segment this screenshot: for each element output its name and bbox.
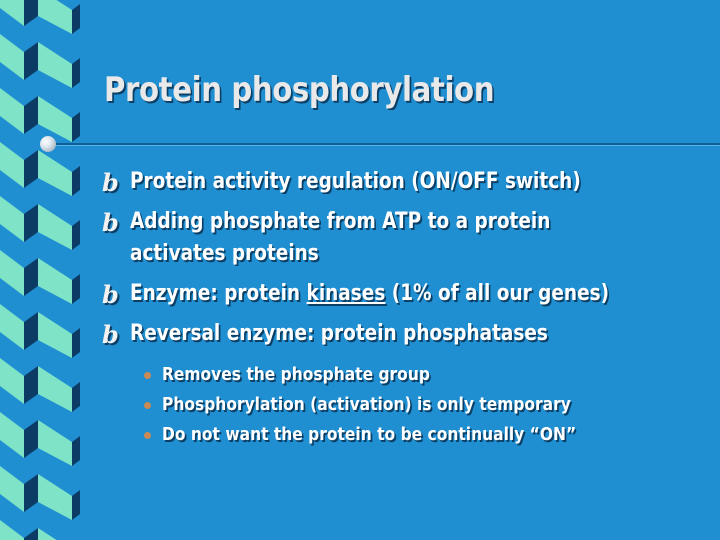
- ribbon-band-dark: [24, 420, 38, 458]
- bullet-text: Adding phosphate from ATP to a protein activates proteins: [130, 209, 551, 266]
- ribbon-band-light: [38, 204, 72, 250]
- ribbon-band-light: [38, 42, 72, 88]
- divider-knob-icon: [40, 136, 56, 152]
- ribbon-band-light: [0, 88, 24, 134]
- sub-bullet-text: Do not want the protein to be continually “ON”: [162, 424, 577, 445]
- ribbon-band-light: [38, 420, 72, 466]
- ribbon-band-light: [38, 150, 72, 196]
- bullet-text: [130, 278, 710, 310]
- ribbon-band-dark: [72, 4, 80, 34]
- bullet-icon: b: [102, 280, 119, 309]
- ribbon-band-light: [0, 250, 24, 296]
- ribbon-band-dark: [72, 112, 80, 142]
- ribbon-band-dark: [72, 436, 80, 466]
- ribbon-band-light: [38, 258, 72, 304]
- slide-title: Protein phosphorylation: [104, 70, 495, 110]
- ribbon-band-dark: [72, 274, 80, 304]
- ribbon-band-dark: [24, 150, 38, 188]
- sub-bullet-dot-icon: [144, 402, 151, 409]
- ribbon-band-light: [38, 96, 72, 142]
- sub-bullet-text: Removes the phosphate group: [162, 364, 430, 385]
- ribbon-band-light: [38, 0, 72, 34]
- ribbon-band-light: [38, 528, 72, 540]
- ribbon-band-light: [38, 312, 72, 358]
- bullet-text-post: (1% of all our genes): [385, 281, 610, 306]
- ribbon-band-dark: [24, 258, 38, 296]
- bullet-text: Protein activity regulation (ON/OFF switch): [130, 169, 581, 194]
- ribbon-band-dark: [72, 490, 80, 520]
- ribbon-band-dark: [72, 328, 80, 358]
- ribbon-band-light: [0, 520, 24, 540]
- bullet-list: [102, 166, 712, 358]
- sub-bullet-dot-icon: [144, 372, 151, 379]
- ribbon-band-light: [0, 34, 24, 80]
- sub-bullet-item: [142, 390, 702, 420]
- bullet-item: [102, 166, 712, 198]
- ribbon-band-light: [0, 466, 24, 512]
- ribbon-band-light: [0, 304, 24, 350]
- bullet-text: Reversal enzyme: protein phosphatases: [130, 321, 548, 346]
- ribbon-band-light: [38, 474, 72, 520]
- bullet-icon: b: [102, 168, 119, 197]
- bullet-item: [102, 206, 712, 270]
- title-divider: [48, 143, 720, 145]
- decorative-ribbon: [0, 0, 90, 540]
- ribbon-band-light: [0, 142, 24, 188]
- ribbon-band-light: [0, 0, 24, 26]
- bullet-text-pre: Enzyme: protein: [130, 281, 307, 306]
- sub-bullet-text: Phosphorylation (activation) is only temporary: [162, 394, 571, 415]
- bullet-icon: b: [102, 208, 119, 237]
- bullet-item: [102, 278, 712, 310]
- bullet-item: [102, 318, 712, 350]
- ribbon-band-dark: [24, 528, 38, 540]
- sub-bullet-item: [142, 420, 702, 450]
- ribbon-band-light: [0, 196, 24, 242]
- ribbon-band-light: [0, 412, 24, 458]
- ribbon-band-light: [38, 366, 72, 412]
- ribbon-band-light: [0, 358, 24, 404]
- underlined-term: kinases: [306, 281, 386, 306]
- ribbon-band-dark: [24, 0, 38, 26]
- sub-bullet-dot-icon: [144, 432, 151, 439]
- ribbon-band-dark: [24, 366, 38, 404]
- ribbon-band-dark: [24, 96, 38, 134]
- sub-bullet-list: [142, 360, 702, 450]
- ribbon-band-dark: [72, 166, 80, 196]
- sub-bullet-item: [142, 360, 702, 390]
- ribbon-band-dark: [24, 312, 38, 350]
- bullet-icon: b: [102, 320, 119, 349]
- ribbon-band-dark: [24, 204, 38, 242]
- ribbon-band-dark: [24, 42, 38, 80]
- ribbon-band-dark: [24, 474, 38, 512]
- ribbon-band-dark: [72, 382, 80, 412]
- ribbon-band-dark: [72, 58, 80, 88]
- ribbon-band-dark: [72, 220, 80, 250]
